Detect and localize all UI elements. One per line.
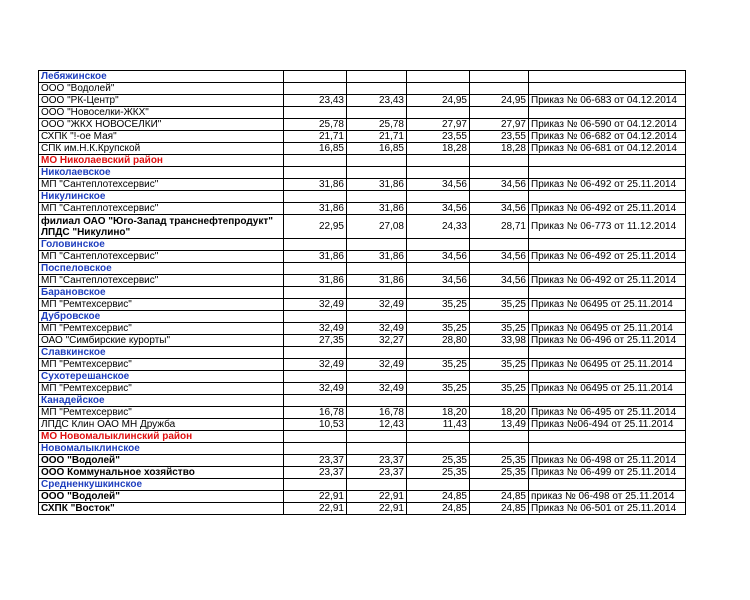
tariff-value-2 <box>347 311 407 323</box>
table-row <box>39 287 686 299</box>
tariff-value-3: 27,97 <box>407 119 470 131</box>
tariff-value-2 <box>347 287 407 299</box>
tariff-value-4 <box>470 287 529 299</box>
tariff-value-2 <box>347 479 407 491</box>
table-row <box>39 503 686 515</box>
tariff-value-2: 16,78 <box>347 407 407 419</box>
tariff-value-4 <box>470 71 529 83</box>
settlement-name: Славкинское <box>39 347 284 359</box>
settlement-name: Барановское <box>39 287 284 299</box>
tariff-value-3 <box>407 311 470 323</box>
tariff-value-1: 23,43 <box>284 95 347 107</box>
order-note <box>529 431 686 443</box>
tariff-value-3: 25,35 <box>407 467 470 479</box>
table-row <box>39 371 686 383</box>
order-note: Приказ № 06-499 от 25.11.2014 <box>529 467 686 479</box>
district-name: МО Новомалыклинский район <box>39 431 284 443</box>
tariff-value-2 <box>347 347 407 359</box>
organization-name: ОАО "Симбирские курорты" <box>39 335 284 347</box>
tariff-value-1: 32,49 <box>284 359 347 371</box>
tariff-value-4: 18,28 <box>470 143 529 155</box>
tariff-value-3: 24,85 <box>407 503 470 515</box>
tariff-value-3 <box>407 479 470 491</box>
order-note: Приказ № 06-683 от 04.12.2014 <box>529 95 686 107</box>
tariff-value-2: 25,78 <box>347 119 407 131</box>
organization-name: СХПК "Восток" <box>39 503 284 515</box>
tariff-value-3 <box>407 191 470 203</box>
tariff-value-4 <box>470 83 529 95</box>
table-row <box>39 395 686 407</box>
tariff-value-1 <box>284 347 347 359</box>
tariff-value-1: 31,86 <box>284 179 347 191</box>
tariff-value-3: 28,80 <box>407 335 470 347</box>
tariff-value-2 <box>347 167 407 179</box>
tariff-value-1: 16,85 <box>284 143 347 155</box>
order-note <box>529 155 686 167</box>
tariff-value-3 <box>407 83 470 95</box>
tariff-value-2 <box>347 443 407 455</box>
tariff-value-4 <box>470 107 529 119</box>
tariff-value-4 <box>470 371 529 383</box>
order-note <box>529 395 686 407</box>
tariff-value-2: 21,71 <box>347 131 407 143</box>
table-row <box>39 431 686 443</box>
tariff-value-3 <box>407 239 470 251</box>
table-row <box>39 107 686 119</box>
tariff-value-1: 32,49 <box>284 383 347 395</box>
order-note: Приказ № 06-496 от 25.11.2014 <box>529 335 686 347</box>
table-row <box>39 251 686 263</box>
organization-name: МП "Сантеплотехсервис" <box>39 251 284 263</box>
organization-name: ООО "Новоселки-ЖКХ" <box>39 107 284 119</box>
organization-name: филиал ОАО "Юго-Запад транснефтепродукт" ЛПДС "Никулино" <box>39 215 284 239</box>
tariff-table <box>38 70 686 515</box>
tariff-value-2: 31,86 <box>347 251 407 263</box>
tariff-value-1 <box>284 311 347 323</box>
tariff-value-2: 12,43 <box>347 419 407 431</box>
order-note: Приказ № 06-492 от 25.11.2014 <box>529 251 686 263</box>
order-note: Приказ № 06-492 от 25.11.2014 <box>529 275 686 287</box>
tariff-value-4: 24,85 <box>470 503 529 515</box>
order-note: Приказ № 06-773 от 11.12.2014 <box>529 215 686 239</box>
tariff-value-2 <box>347 371 407 383</box>
tariff-value-4: 13,49 <box>470 419 529 431</box>
table-row <box>39 491 686 503</box>
settlement-name: Поспеловское <box>39 263 284 275</box>
tariff-value-3: 34,56 <box>407 251 470 263</box>
tariff-value-2: 23,37 <box>347 467 407 479</box>
table-row <box>39 71 686 83</box>
tariff-value-1: 32,49 <box>284 323 347 335</box>
settlement-name: Николаевское <box>39 167 284 179</box>
tariff-value-4: 28,71 <box>470 215 529 239</box>
order-note <box>529 239 686 251</box>
tariff-value-2: 22,91 <box>347 503 407 515</box>
order-note: Приказ № 06-498 от 25.11.2014 <box>529 455 686 467</box>
order-note: Приказ № 06-495 от 25.11.2014 <box>529 407 686 419</box>
organization-name: СХПК "!-ое Мая" <box>39 131 284 143</box>
tariff-value-3 <box>407 371 470 383</box>
table-row <box>39 443 686 455</box>
tariff-value-1 <box>284 431 347 443</box>
tariff-value-3: 35,25 <box>407 383 470 395</box>
tariff-value-4: 27,97 <box>470 119 529 131</box>
tariff-value-3: 23,55 <box>407 131 470 143</box>
tariff-value-2: 32,49 <box>347 323 407 335</box>
tariff-value-4 <box>470 311 529 323</box>
settlement-name: Канадейское <box>39 395 284 407</box>
order-note: Приказ № 06495 от 25.11.2014 <box>529 323 686 335</box>
table-row <box>39 407 686 419</box>
organization-name: ООО "Водолей" <box>39 455 284 467</box>
table-row <box>39 263 686 275</box>
tariff-value-1: 21,71 <box>284 131 347 143</box>
order-note: Приказ № 06-681 от 04.12.2014 <box>529 143 686 155</box>
tariff-value-1 <box>284 239 347 251</box>
tariff-value-4 <box>470 395 529 407</box>
tariff-value-3: 11,43 <box>407 419 470 431</box>
tariff-value-1 <box>284 443 347 455</box>
tariff-value-2: 31,86 <box>347 275 407 287</box>
tariff-value-4: 35,25 <box>470 299 529 311</box>
table-row <box>39 239 686 251</box>
organization-name: ООО "Водолей" <box>39 83 284 95</box>
tariff-value-1 <box>284 395 347 407</box>
tariff-value-2 <box>347 71 407 83</box>
tariff-value-2: 23,37 <box>347 455 407 467</box>
tariff-value-2: 32,49 <box>347 299 407 311</box>
table-row <box>39 215 686 239</box>
tariff-value-3 <box>407 71 470 83</box>
tariff-value-2: 27,08 <box>347 215 407 239</box>
tariff-value-4: 35,25 <box>470 383 529 395</box>
table-row <box>39 143 686 155</box>
tariff-value-3: 35,25 <box>407 359 470 371</box>
organization-name: ЛПДС Клин ОАО МН Дружба <box>39 419 284 431</box>
table-row <box>39 275 686 287</box>
order-note: Приказ № 06-590 от 04.12.2014 <box>529 119 686 131</box>
order-note <box>529 287 686 299</box>
order-note <box>529 83 686 95</box>
tariff-value-1: 22,95 <box>284 215 347 239</box>
tariff-value-3: 18,28 <box>407 143 470 155</box>
tariff-value-1 <box>284 167 347 179</box>
table-row <box>39 347 686 359</box>
tariff-value-1: 23,37 <box>284 467 347 479</box>
tariff-value-1: 32,49 <box>284 299 347 311</box>
table-row <box>39 299 686 311</box>
tariff-value-2: 32,27 <box>347 335 407 347</box>
tariff-value-2 <box>347 239 407 251</box>
tariff-value-2 <box>347 431 407 443</box>
tariff-value-3: 34,56 <box>407 179 470 191</box>
tariff-value-1: 31,86 <box>284 203 347 215</box>
tariff-value-3 <box>407 395 470 407</box>
table-row <box>39 119 686 131</box>
table-row <box>39 467 686 479</box>
tariff-value-2 <box>347 155 407 167</box>
organization-name: ООО Коммунальное хозяйство <box>39 467 284 479</box>
tariff-value-3: 35,25 <box>407 299 470 311</box>
tariff-value-1: 27,35 <box>284 335 347 347</box>
settlement-name: Дубровское <box>39 311 284 323</box>
tariff-value-4: 33,98 <box>470 335 529 347</box>
tariff-value-4: 18,20 <box>470 407 529 419</box>
tariff-value-2: 22,91 <box>347 491 407 503</box>
order-note: приказ № 06-498 от 25.11.2014 <box>529 491 686 503</box>
tariff-value-4 <box>470 263 529 275</box>
tariff-value-4: 34,56 <box>470 179 529 191</box>
tariff-value-3: 18,20 <box>407 407 470 419</box>
tariff-value-1: 31,86 <box>284 275 347 287</box>
tariff-value-1 <box>284 263 347 275</box>
organization-name: ООО "Водолей" <box>39 491 284 503</box>
tariff-value-2: 31,86 <box>347 203 407 215</box>
tariff-value-2: 23,43 <box>347 95 407 107</box>
table-row <box>39 479 686 491</box>
tariff-value-2 <box>347 191 407 203</box>
tariff-value-3: 35,25 <box>407 323 470 335</box>
organization-name: МП "Ремтехсервис" <box>39 323 284 335</box>
tariff-value-4: 34,56 <box>470 275 529 287</box>
tariff-value-2 <box>347 83 407 95</box>
table-row <box>39 419 686 431</box>
organization-name: МП "Ремтехсервис" <box>39 299 284 311</box>
tariff-value-4: 24,95 <box>470 95 529 107</box>
organization-name: ООО "ЖКХ НОВОСЕЛКИ" <box>39 119 284 131</box>
table-row <box>39 155 686 167</box>
order-note <box>529 263 686 275</box>
tariff-value-4 <box>470 155 529 167</box>
table-row <box>39 191 686 203</box>
order-note <box>529 347 686 359</box>
tariff-value-4: 25,35 <box>470 455 529 467</box>
tariff-value-1 <box>284 107 347 119</box>
tariff-value-3 <box>407 443 470 455</box>
tariff-value-1: 31,86 <box>284 251 347 263</box>
order-note: Приказ №06-494 от 25.11.2014 <box>529 419 686 431</box>
order-note <box>529 479 686 491</box>
tariff-value-3: 24,85 <box>407 491 470 503</box>
tariff-value-4 <box>470 239 529 251</box>
tariff-value-3: 34,56 <box>407 203 470 215</box>
table-row <box>39 323 686 335</box>
settlement-name: Новомалыклинское <box>39 443 284 455</box>
district-name: МО Николаевский район <box>39 155 284 167</box>
order-note <box>529 311 686 323</box>
table-row <box>39 359 686 371</box>
organization-name: МП "Ремтехсервис" <box>39 359 284 371</box>
table-row <box>39 311 686 323</box>
tariff-value-3 <box>407 347 470 359</box>
tariff-value-4 <box>470 167 529 179</box>
tariff-value-2: 31,86 <box>347 179 407 191</box>
tariff-value-3 <box>407 287 470 299</box>
table-row <box>39 95 686 107</box>
tariff-value-3 <box>407 167 470 179</box>
order-note: Приказ № 06-682 от 04.12.2014 <box>529 131 686 143</box>
organization-name: МП "Сантеплотехсервис" <box>39 203 284 215</box>
tariff-value-3: 24,95 <box>407 95 470 107</box>
tariff-value-3 <box>407 155 470 167</box>
tariff-value-2 <box>347 263 407 275</box>
table-row <box>39 203 686 215</box>
tariff-value-4: 25,35 <box>470 467 529 479</box>
order-note <box>529 443 686 455</box>
organization-name: ООО "РК-Центр" <box>39 95 284 107</box>
table-row <box>39 383 686 395</box>
order-note: Приказ № 06495 от 25.11.2014 <box>529 359 686 371</box>
tariff-value-1: 23,37 <box>284 455 347 467</box>
tariff-value-2: 32,49 <box>347 359 407 371</box>
tariff-value-4: 35,25 <box>470 323 529 335</box>
tariff-value-3 <box>407 107 470 119</box>
tariff-value-1: 16,78 <box>284 407 347 419</box>
organization-name: МП "Сантеплотехсервис" <box>39 179 284 191</box>
order-note <box>529 167 686 179</box>
tariff-value-1: 22,91 <box>284 491 347 503</box>
tariff-value-4 <box>470 191 529 203</box>
tariff-value-4 <box>470 443 529 455</box>
tariff-value-4 <box>470 479 529 491</box>
order-note <box>529 191 686 203</box>
tariff-value-1 <box>284 155 347 167</box>
order-note <box>529 371 686 383</box>
settlement-name: Лебяжинское <box>39 71 284 83</box>
tariff-value-4: 24,85 <box>470 491 529 503</box>
tariff-value-4: 34,56 <box>470 203 529 215</box>
settlement-name: Головинское <box>39 239 284 251</box>
table-row <box>39 167 686 179</box>
tariff-value-2 <box>347 107 407 119</box>
organization-name: МП "Ремтехсервис" <box>39 407 284 419</box>
tariff-value-3 <box>407 431 470 443</box>
tariff-value-3: 24,33 <box>407 215 470 239</box>
tariff-value-4: 35,25 <box>470 359 529 371</box>
settlement-name: Сухотерешанское <box>39 371 284 383</box>
order-note <box>529 107 686 119</box>
tariff-value-4: 23,55 <box>470 131 529 143</box>
tariff-value-1 <box>284 83 347 95</box>
organization-name: МП "Сантеплотехсервис" <box>39 275 284 287</box>
table-row <box>39 335 686 347</box>
table-row <box>39 131 686 143</box>
table-row <box>39 455 686 467</box>
table-row <box>39 83 686 95</box>
tariff-value-1 <box>284 71 347 83</box>
tariff-value-3: 34,56 <box>407 275 470 287</box>
table-row <box>39 179 686 191</box>
order-note <box>529 71 686 83</box>
tariff-value-1 <box>284 479 347 491</box>
tariff-value-2 <box>347 395 407 407</box>
tariff-value-4: 34,56 <box>470 251 529 263</box>
order-note: Приказ № 06-501 от 25.11.2014 <box>529 503 686 515</box>
order-note: Приказ № 06-492 от 25.11.2014 <box>529 203 686 215</box>
order-note: Приказ № 06495 от 25.11.2014 <box>529 383 686 395</box>
tariff-value-1: 25,78 <box>284 119 347 131</box>
tariff-value-2: 32,49 <box>347 383 407 395</box>
tariff-value-1 <box>284 371 347 383</box>
tariff-value-1: 10,53 <box>284 419 347 431</box>
tariff-value-3: 25,35 <box>407 455 470 467</box>
tariff-value-4 <box>470 431 529 443</box>
tariff-value-2: 16,85 <box>347 143 407 155</box>
organization-name: МП "Ремтехсервис" <box>39 383 284 395</box>
tariff-value-3 <box>407 263 470 275</box>
settlement-name: Средненкушкинское <box>39 479 284 491</box>
order-note: Приказ № 06-492 от 25.11.2014 <box>529 179 686 191</box>
tariff-value-4 <box>470 347 529 359</box>
order-note: Приказ № 06495 от 25.11.2014 <box>529 299 686 311</box>
tariff-value-1 <box>284 191 347 203</box>
tariff-value-1 <box>284 287 347 299</box>
tariff-value-1: 22,91 <box>284 503 347 515</box>
settlement-name: Никулинское <box>39 191 284 203</box>
organization-name: СПК им.Н.К.Крупской <box>39 143 284 155</box>
